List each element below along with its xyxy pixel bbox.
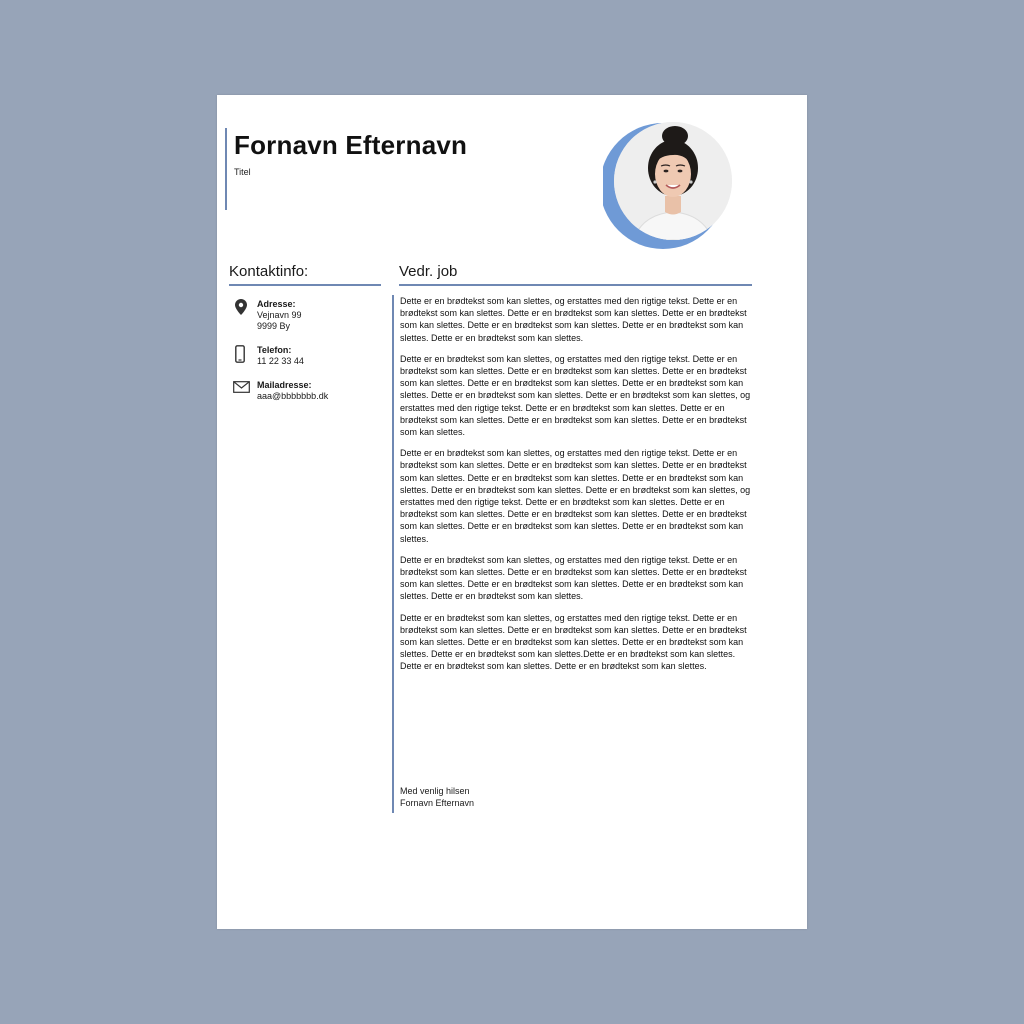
body-paragraph-3: Dette er en brødtekst som kan slettes, og erstattes med den rigtige tekst. Dette er en brødtekst som kan slettes. Dette er en brødtekst som kan slettes. Dette er en brødtekst som kan slettes. Dette er en brødtekst som kan slettes. Dette er en brødtekst som kan slettes. Dette er en brødtekst som kan slettes. Dette er en brødtekst som kan slettes, og erstattes med den rigtige tekst. Dette er en brødtekst som kan slettes. Dette er en brødtekst som kan slettes. Dette er en brødtekst som kan slettes. Dette er en brødtekst som kan slettes. Dette er en brødtekst som kan slettes. Dette er en brødtekst som kan slettes. <box>400 448 751 544</box>
body-paragraph-2: Dette er en brødtekst som kan slettes, og erstattes med den rigtige tekst. Dette er en brødtekst som kan slettes. Dette er en brødtekst som kan slettes. Dette er en brødtekst som kan slettes. Dette er en brødtekst som kan slettes. Dette er en brødtekst som kan slettes. Dette er en brødtekst som kan slettes. Dette er en brødtekst som kan slettes, og erstattes med den rigtige tekst. Dette er en brødtekst som kan slettes. Dette er en brødtekst som kan slettes. Dette er en brødtekst som kan slettes. Dette er en brødtekst som kan slettes. <box>400 353 751 438</box>
closing-block <box>400 785 474 809</box>
contact-address <box>235 299 385 332</box>
signature-name: Fornavn Efternavn <box>400 797 475 808</box>
body-paragraph-4: Dette er en brødtekst som kan slettes, og erstattes med den rigtige tekst. Dette er en brødtekst som kan slettes. Dette er en brødtekst som kan slettes. Dette er en brødtekst som kan slettes. Dette er en brødtekst som kan slettes. Dette er en brødtekst som kan slettes. Dette er en brødtekst som kan slettes. <box>400 554 747 602</box>
address-label: Adresse: <box>257 299 296 309</box>
letter-heading <box>399 263 752 286</box>
phone-label: Telefon: <box>257 345 292 355</box>
phone-value: 11 22 33 44 <box>257 356 304 366</box>
letter-heading-text: Vedr. job <box>399 263 458 280</box>
letter-body <box>392 295 754 813</box>
body-paragraph-5: Dette er en brødtekst som kan slettes, og erstattes med den rigtige tekst. Dette er en brødtekst som kan slettes. Dette er en brødtekst som kan slettes. Dette er en brødtekst som kan slettes. Dette er en brødtekst som kan slettes. Dette er en brødtekst som kan slettes. Dette er en brødtekst som kan slettes.Dette er en brødtekst som kan slettes. Dette er en brødtekst som kan slettes. Dette er en brødtekst som kan slettes. <box>400 612 747 672</box>
letter-page <box>217 95 807 929</box>
location-pin-icon <box>235 299 247 318</box>
address-line-city: 9999 By <box>257 321 291 331</box>
email-value: aaa@bbbbbbb.dk <box>257 391 329 401</box>
contact-phone <box>235 345 385 367</box>
applicant-name: Fornavn Efternavn <box>234 130 468 160</box>
portrait-photo <box>603 122 737 250</box>
applicant-title: Titel <box>234 167 251 177</box>
body-paragraph-1: Dette er en brødtekst som kan slettes, og erstattes med den rigtige tekst. Dette er en brødtekst som kan slettes. Dette er en brødtekst som kan slettes. Dette er en brødtekst som kan slettes. Dette er en brødtekst som kan slettes. Dette er en brødtekst som kan slettes. Dette er en brødtekst som kan slettes. <box>400 296 747 343</box>
contact-list <box>235 299 385 415</box>
contact-email <box>235 380 385 402</box>
email-label: Mailadresse: <box>257 380 312 390</box>
closing-greeting: Med venlig hilsen <box>400 785 470 796</box>
address-line-street: Vejnavn 99 <box>257 310 302 320</box>
mail-icon <box>233 381 250 396</box>
phone-icon <box>235 345 245 366</box>
name-block <box>225 128 555 210</box>
contact-heading: Kontaktinfo: <box>229 263 381 286</box>
